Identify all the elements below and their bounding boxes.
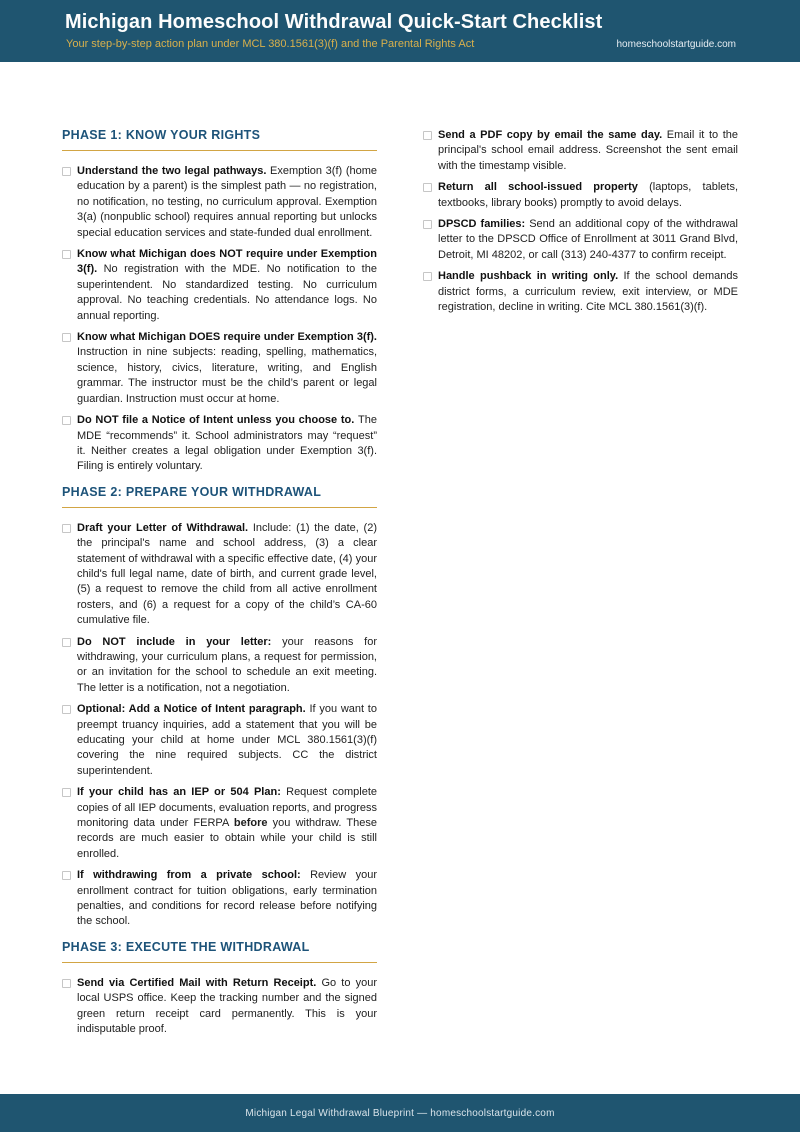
phase-heading: PHASE 2: PREPARE YOUR WITHDRAWAL	[62, 484, 322, 499]
item-body: (laptops, tablets, textbooks, library books) promptly to avoid delays.	[438, 181, 738, 209]
checkbox-icon	[423, 272, 432, 281]
item-lead: Send via Certified Mail with Return Receipt.	[77, 976, 322, 989]
checklist-item-text	[438, 128, 738, 174]
item-lead: Do NOT include in your letter:	[77, 635, 283, 648]
checklist-item	[62, 330, 377, 407]
item-body: The MDE “recommends” it. School administrators may “request” it. Neither creates a legal obligation under Exemption 3(f). Filing is entirely voluntary.	[77, 414, 377, 473]
item-lead: Send a PDF copy by email the same day.	[438, 129, 667, 141]
item-lead: If withdrawing from a private school:	[77, 869, 311, 882]
checklist-item-text	[77, 785, 377, 862]
checklist-content	[62, 128, 738, 1044]
item-lead: Return all school-issued property	[438, 181, 650, 194]
checkbox-icon	[62, 705, 71, 714]
phase-heading: PHASE 3: EXECUTE THE WITHDRAWAL	[62, 939, 310, 954]
column-2	[423, 128, 738, 1044]
item-lead: Draft your Letter of Withdrawal.	[77, 521, 253, 534]
checklist-item	[62, 635, 377, 697]
checklist-item-text	[77, 521, 377, 629]
item-lead: Optional: Add a Notice of Intent paragraph.	[77, 703, 310, 716]
phase-rule-divider	[62, 150, 377, 151]
checklist-item-text	[77, 635, 377, 697]
footer-text: Michigan Legal Withdrawal Blueprint — homeschoolstartguide.com	[245, 1107, 555, 1119]
item-body: Exemption 3(f) (home education by a parent) is the simplest path — no registration, no notification, no testing, no curriculum approval. Exemption 3(a) (nonpublic school) requires annual reporting but unlocks special education services and state-funded dual enrollment.	[77, 165, 377, 239]
checklist-item	[62, 702, 377, 779]
checklist-item-text	[438, 180, 738, 211]
item-body: Email it to the principal's school email address. Screenshot the sent email with the timestamp visible.	[438, 129, 738, 172]
item-body: Go to your local USPS office. Keep the tracking number and the signed green return receipt card permanently. This is your indisputable proof.	[77, 976, 377, 1036]
column-1	[62, 128, 377, 1044]
checkbox-icon	[423, 220, 432, 229]
page-subtitle: Your step-by-step action plan under MCL 380.1561(3)(f) and the Parental Rights Act	[66, 38, 475, 50]
item-body: Send an additional copy of the withdrawal letter to the DPSCD Office of Enrollment at 3011 Grand Blvd, Detroit, MI 48202, or call (313) 240-4377 to confirm receipt.	[438, 218, 738, 261]
checkbox-icon	[62, 638, 71, 647]
checkbox-icon	[62, 788, 71, 797]
checkbox-icon	[62, 524, 71, 533]
checkbox-icon	[62, 167, 71, 176]
checkbox-icon	[62, 250, 71, 259]
item-lead: Understand the two legal pathways.	[77, 165, 271, 177]
checkbox-icon	[423, 183, 432, 192]
document-header	[0, 0, 800, 62]
checklist-item	[62, 247, 377, 324]
item-body: you withdraw. These records are much easier to obtain while your child is still enrolled.	[77, 817, 377, 860]
item-body: Review your enrollment contract for tuition obligations, early termination penalties, and conditions for record release before notifying the school.	[77, 869, 377, 928]
checkbox-icon	[62, 416, 71, 425]
checkbox-icon	[62, 979, 71, 988]
checklist-item-text	[438, 269, 738, 315]
checkbox-icon	[62, 871, 71, 880]
checklist-item	[62, 164, 377, 241]
checklist-item	[62, 785, 377, 862]
item-lead: Do NOT file a Notice of Intent unless you choose to.	[77, 414, 359, 427]
page-title: Michigan Homeschool Withdrawal Quick-Start Checklist	[65, 11, 603, 33]
checklist-item	[423, 128, 738, 174]
checklist-item	[62, 521, 377, 629]
checkbox-icon	[423, 131, 432, 140]
phase-rule-divider	[62, 507, 377, 508]
item-body: Include: (1) the date, (2) the principal's name and school address, (3) a clear statement of withdrawal with a specific effective date, (4) your child's full legal name, date of birth, and current grade level, (5) a request to remove the child from all active enrollment rosters, and (6) a request for a copy of the child’s CA-60 cumulative file.	[77, 521, 377, 627]
checklist-item-text	[77, 976, 377, 1038]
item-lead: If your child has an IEP or 504 Plan:	[77, 786, 287, 799]
checklist-item-text	[77, 702, 377, 779]
checklist-item-text	[77, 868, 377, 930]
item-body: your reasons for withdrawing, your curriculum plans, a request for permission, or an invitation for the school to schedule an exit meeting. The letter is a notification, not a negotiation.	[77, 635, 377, 694]
checklist-item	[423, 269, 738, 315]
phase-heading: PHASE 1: KNOW YOUR RIGHTS	[62, 128, 261, 142]
item-body-bold: before	[233, 817, 268, 830]
checklist-item-text	[438, 217, 738, 263]
checkbox-icon	[62, 333, 71, 342]
checklist-item	[423, 180, 738, 211]
document-footer	[0, 1094, 800, 1132]
checklist-item-text	[77, 330, 377, 407]
item-lead: DPSCD families:	[438, 218, 530, 231]
header-site-url: homeschoolstartguide.com	[616, 39, 736, 50]
item-body: Instruction in nine subjects: reading, spelling, mathematics, science, history, civics, literature, writing, and English grammar. The instructor must be the child’s parent or legal guardian. Instruction must occur at home.	[77, 346, 377, 405]
checklist-item-text	[77, 247, 377, 324]
item-body: If you want to preempt truancy inquiries, add a statement that you will be educating your child at home under MCL 380.1561(3)(f) covering the nine required subjects. CC the district superintendent.	[77, 703, 377, 777]
item-lead: Handle pushback in writing only.	[438, 270, 624, 283]
checklist-item	[62, 868, 377, 930]
phase-rule-divider	[62, 962, 377, 963]
checklist-item	[423, 217, 738, 263]
item-body: If the school demands district forms, a curriculum review, exit interview, or MDE registration, decline in writing. Cite MCL 380.1561(3)(f).	[438, 270, 739, 314]
item-body: No registration with the MDE. No notification to the superintendent. No standardized testing. No curriculum approval. No teaching credentials. No attendance logs. No annual reporting.	[77, 263, 377, 322]
item-lead: Know what Michigan does NOT require under Exemption 3(f).	[77, 248, 377, 276]
item-body: Request complete copies of all IEP documents, evaluation reports, and progress monitoring data under FERPA	[77, 786, 377, 830]
checklist-item-text	[77, 413, 377, 475]
checklist-item	[62, 413, 377, 475]
checklist-item-text	[77, 164, 377, 241]
item-lead: Know what Michigan DOES require under Exemption 3(f).	[77, 331, 377, 344]
checklist-item	[62, 976, 377, 1038]
